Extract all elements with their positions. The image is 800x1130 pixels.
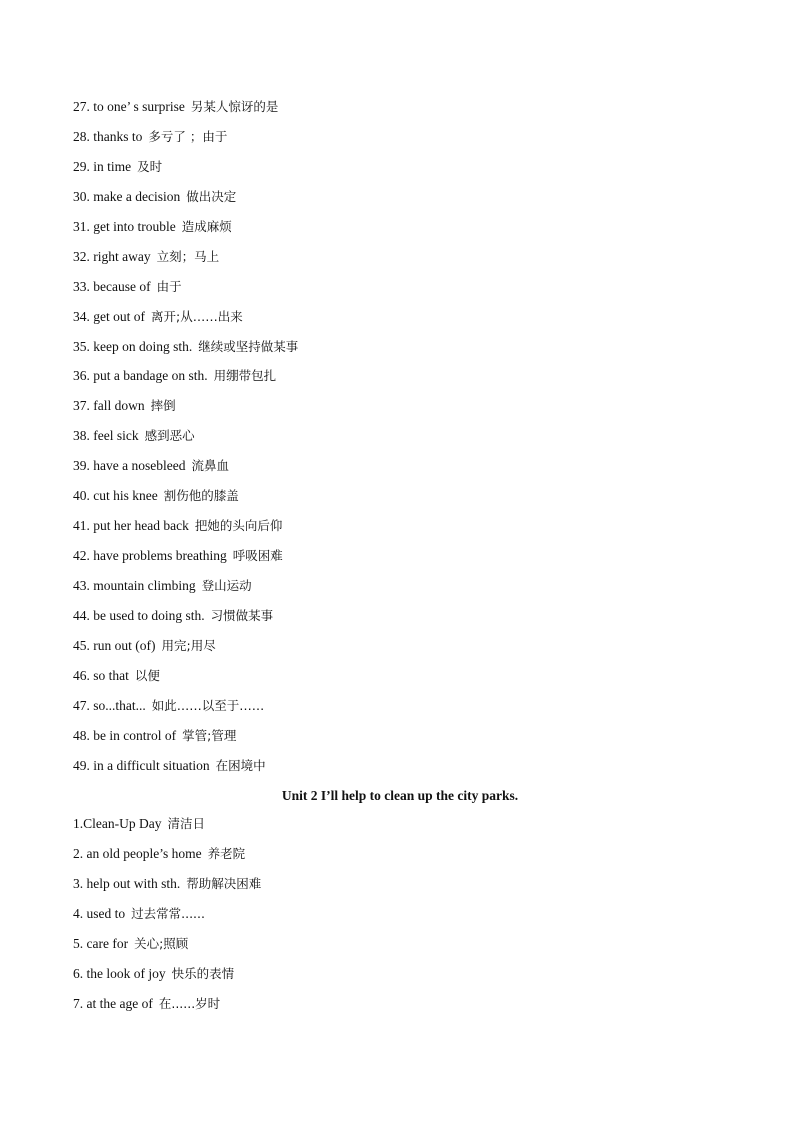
list-item <box>73 809 733 839</box>
phrase-english: 48. be in control of <box>73 727 177 743</box>
phrase-english: 44. be used to doing sth. <box>73 607 205 623</box>
phrase-english: 38. feel sick <box>73 428 139 444</box>
phrase-chinese: 及时 <box>137 158 163 174</box>
phrase-chinese: 如此……以至于…… <box>151 697 265 713</box>
phrase-chinese: 登山运动 <box>201 578 252 593</box>
phrase-chinese: 另某人惊讶的是 <box>190 99 279 114</box>
phrase-chinese: 感到恶心 <box>144 428 195 444</box>
phrase-chinese: 在困境中 <box>215 757 266 773</box>
phrase-chinese: 清洁日 <box>167 816 205 831</box>
phrase-english: 49. in a difficult situation <box>73 757 210 773</box>
phrase-chinese: 割伤他的膝盖 <box>163 488 239 504</box>
phrase-chinese: 用绷带包扎 <box>213 368 277 384</box>
phrase-english: 42. have problems breathing <box>73 548 227 564</box>
phrase-english: 33. because of <box>73 278 151 294</box>
list-item <box>73 302 733 332</box>
phrase-chinese: 用完;用尽 <box>161 637 216 653</box>
list-item <box>73 541 733 571</box>
phrase-english: 30. make a decision <box>73 188 181 204</box>
phrase-english: 34. get out of <box>73 308 145 324</box>
phrase-english: 43. mountain climbing <box>73 578 196 593</box>
phrase-chinese: 呼吸困难 <box>232 548 283 564</box>
list-item <box>73 391 733 421</box>
phrase-chinese: 掌管;管理 <box>182 727 237 743</box>
phrase-english: 41. put her head back <box>73 518 189 534</box>
phrase-chinese: 多亏了 ；由于 <box>148 128 228 144</box>
list-item <box>73 959 733 989</box>
list-item <box>73 92 733 122</box>
list-item <box>73 899 733 929</box>
phrase-chinese: 流鼻血 <box>191 458 229 474</box>
phrase-english: 5. care for <box>73 935 129 951</box>
phrase-english: 46. so that <box>73 667 129 683</box>
phrase-english: 45. run out (of) <box>73 637 156 653</box>
list-item <box>73 721 733 751</box>
list-item <box>73 212 733 242</box>
phrase-english: 1.Clean-Up Day <box>73 816 162 831</box>
list-item <box>73 929 733 959</box>
phrase-english: 47. so...that... <box>73 697 146 713</box>
phrase-chinese: 摔倒 <box>150 398 176 414</box>
phrase-english: 6. the look of joy <box>73 965 166 981</box>
list-item <box>73 451 733 481</box>
list-item <box>73 751 733 781</box>
list-item <box>73 571 733 601</box>
phrase-chinese: 造成麻烦 <box>181 218 232 234</box>
phrase-english: 4. used to <box>73 905 126 921</box>
phrase-chinese: 在......岁时 <box>158 995 221 1011</box>
phrase-english: 28. thanks to <box>73 128 143 144</box>
phrase-chinese: 继续或坚持做某事 <box>198 338 299 354</box>
phrase-english: 37. fall down <box>73 398 145 414</box>
list-item <box>73 272 733 302</box>
phrase-chinese: 由于 <box>156 278 182 294</box>
phrase-chinese: 过去常常...... <box>131 905 205 921</box>
phrase-english: 36. put a bandage on sth. <box>73 368 208 384</box>
phrase-english: 3. help out with sth. <box>73 875 181 891</box>
phrase-english: 35. keep on doing sth. <box>73 338 193 354</box>
list-item <box>73 122 733 152</box>
phrase-chinese: 关心;照顾 <box>134 935 189 951</box>
phrase-chinese: 立刻；马上 <box>156 248 220 264</box>
phrase-chinese: 帮助解决困难 <box>186 875 262 891</box>
phrase-chinese: 把她的头向后仰 <box>194 518 283 534</box>
list-item <box>73 182 733 212</box>
list-item <box>73 989 733 1019</box>
list-item <box>73 631 733 661</box>
list-item <box>73 601 733 631</box>
phrase-english: 40. cut his knee <box>73 488 158 504</box>
list-item <box>73 421 733 451</box>
list-item <box>73 332 733 362</box>
phrase-chinese: 以便 <box>134 667 160 683</box>
phrase-chinese: 习惯做某事 <box>210 607 274 623</box>
phrase-chinese: 做出决定 <box>186 188 237 204</box>
unit-heading: Unit 2 I’ll help to clean up the city parks. <box>281 788 519 803</box>
list-item <box>73 361 733 391</box>
phrase-list-unit2 <box>73 809 733 1019</box>
phrase-english: 31. get into trouble <box>73 218 176 234</box>
list-item <box>73 661 733 691</box>
phrase-chinese: 养老院 <box>207 845 246 861</box>
list-item <box>73 242 733 272</box>
list-item <box>73 869 733 899</box>
phrase-english: 29. in time <box>73 158 132 174</box>
phrase-english: 27. to one’ s surprise <box>73 99 185 114</box>
phrase-list-unit1 <box>73 92 733 781</box>
phrase-english: 7. at the age of <box>73 995 153 1011</box>
list-item <box>73 152 733 182</box>
phrase-english: 32. right away <box>73 248 151 264</box>
phrase-english: 2. an old people’s home <box>73 845 202 861</box>
list-item <box>73 511 733 541</box>
list-item <box>73 481 733 511</box>
list-item <box>73 839 733 869</box>
list-item <box>73 691 733 721</box>
phrase-chinese: 快乐的表情 <box>171 965 235 981</box>
phrase-chinese: 离开;从……出来 <box>151 308 243 324</box>
phrase-english: 39. have a nosebleed <box>73 458 186 474</box>
